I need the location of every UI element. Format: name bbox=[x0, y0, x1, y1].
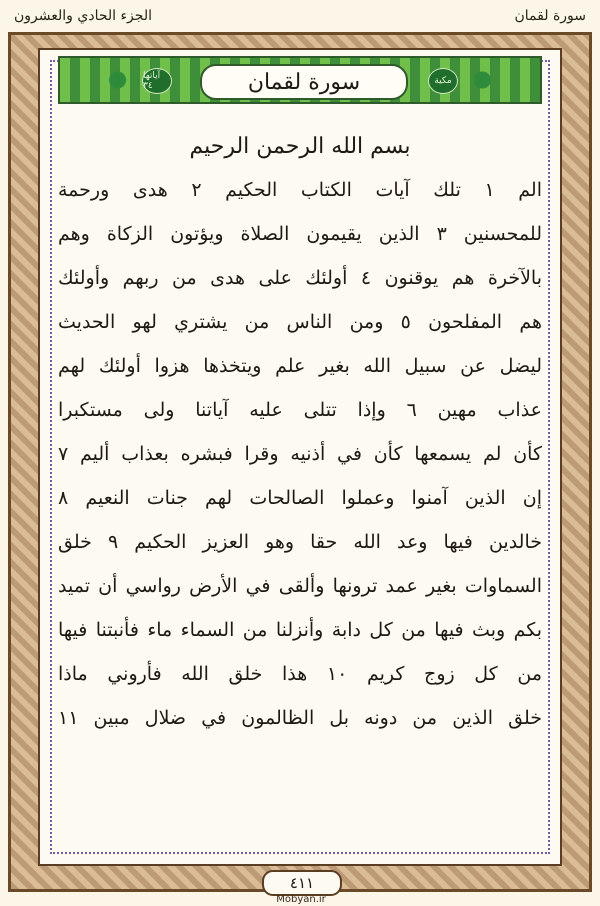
text-line: بكم وبث فيها من كل دابة وأنزلنا من السماء ماء فأنبتنا فيها bbox=[58, 619, 542, 641]
text-line: السماوات بغير عمد ترونها وألقى في الأرض رواسي أن تميد bbox=[58, 575, 542, 597]
page-number bbox=[262, 870, 342, 896]
medallion-left-text: آياتها ٣٤ bbox=[143, 71, 161, 91]
text-line: خالدين فيها وعد الله حقا وهو العزيز الحكيم ٩ خلق bbox=[58, 531, 542, 553]
text-line: عذاب مهين ٦ وإذا تتلى عليه آياتنا ولى مستكبرا bbox=[58, 399, 542, 421]
text-line: إن الذين آمنوا وعملوا الصالحات لهم جنات النعيم ٨ bbox=[58, 487, 542, 509]
juz-label: سورة لقمان bbox=[514, 8, 586, 24]
text-line: كأن لم يسمعها كأن في أذنيه وقرا فبشره بعذاب أليم ٧ bbox=[58, 443, 542, 465]
text-line: ليضل عن سبيل الله بغير علم ويتخذها هزوا أولئك لهم bbox=[58, 355, 542, 377]
text-line: الم ١ تلك آيات الكتاب الحكيم ٢ هدى ورحمة bbox=[58, 179, 542, 201]
text-line: من كل زوج كريم ١٠ هذا خلق الله فأروني ماذا bbox=[58, 663, 542, 685]
verse-count-medallion bbox=[142, 68, 172, 94]
text-line: بالآخرة هم يوقنون ٤ أولئك على هدى من ربهم وأولئك bbox=[58, 267, 542, 289]
surah-name-label: الجزء الحادي والعشرون bbox=[14, 8, 152, 24]
revelation-medallion bbox=[428, 68, 458, 94]
surah-title: سورة لقمان bbox=[247, 69, 361, 95]
text-line: للمحسنين ٣ الذين يقيمون الصلاة ويؤتون الزكاة وهم bbox=[58, 223, 542, 245]
basmala: بسم الله الرحمن الرحيم bbox=[189, 134, 411, 159]
verse-lines bbox=[58, 168, 542, 740]
surah-title-plate bbox=[200, 64, 408, 100]
medallion-right-text: مكية bbox=[434, 76, 452, 86]
surah-banner bbox=[58, 56, 542, 104]
site-watermark: Mobyan.ir bbox=[276, 894, 326, 905]
text-line: خلق الذين من دونه بل الظالمون في ضلال مبين ١١ bbox=[58, 707, 542, 729]
text-line: هم المفلحون ٥ ومن الناس من يشتري لهو الحديث bbox=[58, 311, 542, 333]
running-header bbox=[14, 2, 586, 30]
page-number-text: ٤١١ bbox=[289, 874, 315, 892]
